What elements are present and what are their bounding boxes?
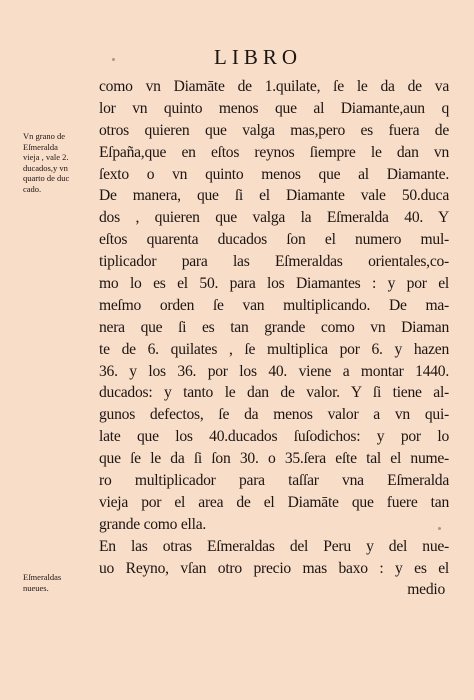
paper-speck [112, 58, 115, 61]
margin-note-line: Eſmeraldas [23, 572, 62, 582]
text-line: mo lo es el 50. para los Diamantes : y por el [99, 275, 449, 293]
text-line: 36. y los 36. por los 40. viene a montar 1440. [99, 362, 449, 380]
text-line: ro multiplicador para taſſar vna Eſmeralda [99, 472, 449, 490]
text-line: ducados: y tanto le dan de valor. Y ſi tiene al- [99, 384, 449, 402]
text-line: gunos defectos, ſe da menos valor a vn qui- [99, 406, 449, 424]
text-line: tiplicador para las Eſmeraldas orientales,co- [99, 253, 449, 271]
text-line: grande como ella. [99, 515, 207, 533]
margin-note-line: vieja , vale 2. [23, 152, 69, 163]
margin-note-emerald-value [23, 131, 95, 195]
margin-note-line: quarto de duc [23, 173, 70, 184]
text-line: De manera, que ſi el Diamante vale 50.duca [99, 187, 449, 205]
text-line: medio [407, 581, 445, 599]
text-line: eſtos quarenta ducados ſon el numero mul- [99, 231, 449, 249]
text-line: como vn Diamāte de 1.quilate, ſe le da de va [99, 78, 449, 95]
margin-note-line: cado. [23, 183, 42, 194]
margin-note-line: Eſmeralda [23, 141, 58, 152]
text-line: late que los 40.ducados ſuſodichos: y por lo [99, 428, 449, 446]
text-line: te de 6. quilates , ſe multiplica por 6. y hazen [99, 340, 449, 358]
page-header: LIBRO [214, 45, 302, 69]
text-line: que ſe le da ſi ſon 30. o 35.ſera eſte tal el nume- [99, 450, 449, 468]
margin-note-line: ducados,y vn [23, 162, 68, 173]
text-line: meſmo orden ſe van multiplicando. De ma- [99, 296, 449, 314]
margin-note-new-emeralds [23, 572, 95, 593]
text-line: lor vn quinto menos que al Diamante,aun q [99, 99, 449, 117]
text-line: Eſpaña,que en eſtos reynos ſiempre le dan vn [99, 143, 449, 161]
text-line: dos , quieren que valga la Eſmeralda 40. Y [99, 209, 449, 227]
margin-note-line: nueues. [23, 582, 49, 593]
text-line: nera que ſi es tan grande como vn Diaman [99, 318, 449, 336]
text-line: vieja por el area de el Diamāte que fuere tan [99, 493, 449, 511]
text-line: ſexto o vn quinto menos que al Diamante. [99, 165, 449, 183]
margin-note-line: Vn grano de [23, 131, 66, 141]
paper-speck [438, 527, 441, 530]
text-line: otros quieren que valga mas,pero es fuera de [99, 121, 449, 139]
body-text [99, 76, 449, 601]
text-line: En las otras Eſmeraldas del Peru y del nue- [99, 537, 449, 555]
text-line: uo Reyno, vſan otro precio mas baxo : y es el [99, 559, 449, 577]
